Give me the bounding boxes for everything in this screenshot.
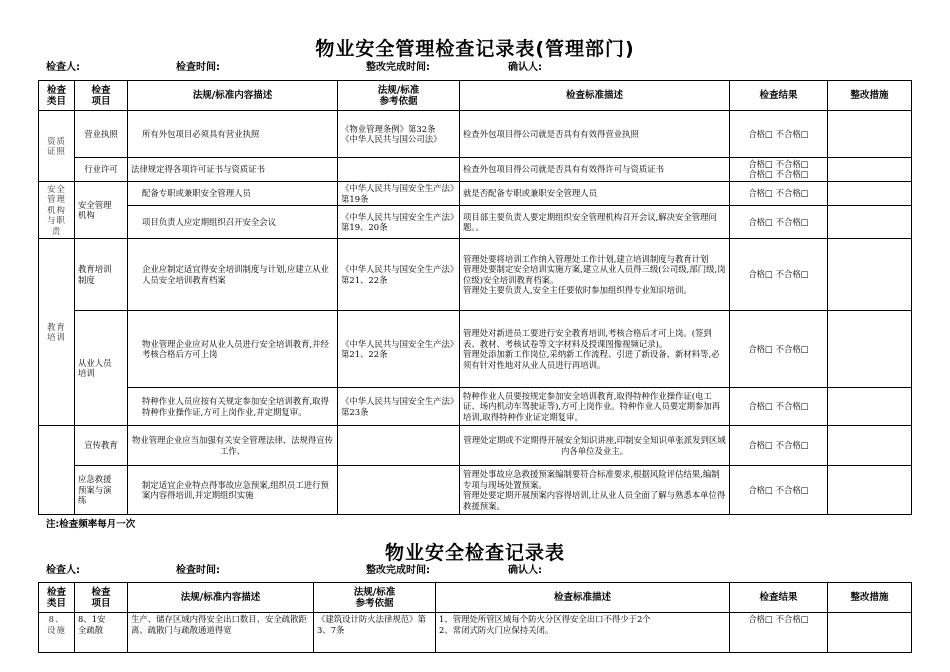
basis-cell: 《中华人民共与国安全生产法》第19、20条 — [338, 206, 460, 239]
category-cell: 8、 设施 — [39, 613, 75, 653]
result-checkboxes[interactable]: 合格□ 不合格□ — [730, 239, 828, 311]
col-standard: 检查标准描述 — [460, 81, 730, 111]
measures-cell[interactable] — [828, 388, 912, 426]
category-cell: 资质 证照 — [39, 111, 75, 182]
col-regulation: 法规/标准内容描述 — [128, 583, 314, 613]
standard-cell: 管理处对新进员工要进行安全教育培训,考核合格后才可上岗。(签到表、教材、考核试卷等文字材料及授课图像视频记录)。 管理处添加新工作岗位,采纳新工作流程、引进了新设备、新材料等,必须有针对性地对从业人员进行再培训。 — [460, 311, 730, 388]
col-result: 检查结果 — [730, 583, 828, 613]
header-row — [39, 81, 912, 111]
desc-cell: 企业应制定适宜得安全培训制度与计划,应建立从业人员安全培训教育档案 — [128, 239, 338, 311]
col-category: 检查 类目 — [39, 81, 75, 111]
standard-cell: 管理处要将培训工作纳入管理处工作计划,建立培训制度与教育计划 管理处要制定安全培训实施方案,建立从业人员得三级(公司级,部门级,岗位级)安全培训教育档案。 管理处主要负责人,安全主任要依时参加组织得专业知识培训。 — [460, 239, 730, 311]
table-row — [39, 158, 912, 182]
col-item: 检查 项目 — [75, 81, 128, 111]
result-checkboxes[interactable]: 合格□ 不合格□ — [730, 613, 828, 653]
desc-cell: 生产、储存区域内得安全出口数目、安全疏散距离、疏散门与疏散通道得宽 — [128, 613, 314, 653]
basis-cell — [338, 466, 460, 515]
item-cell: 从业人员 培训 — [75, 311, 128, 426]
desc-cell: 法律规定得各项许可证书与资质证书 — [128, 158, 338, 182]
category-cell: 安全 管理 机构 与职 责 — [39, 182, 75, 239]
result-checkboxes[interactable]: 合格□ 不合格□ — [730, 206, 828, 239]
col-regulation: 法规/标准内容描述 — [128, 81, 338, 111]
measures-cell[interactable] — [828, 158, 912, 182]
table-row — [39, 206, 912, 239]
table-row — [39, 388, 912, 426]
col-measures: 整改措施 — [828, 81, 912, 111]
measures-cell[interactable] — [828, 613, 912, 653]
table-row — [39, 426, 912, 466]
basis-cell: 《物业管理条例》第32条 《中华人民共与国公司法》 — [338, 111, 460, 158]
standard-cell: 检查外包项目得公司就是否具有有效得许可与资质证书 — [460, 158, 730, 182]
table-row — [39, 466, 912, 515]
col-item: 检查 项目 — [75, 583, 128, 613]
fix-time-label: 整改完成时间: — [366, 62, 430, 73]
item-cell: 应急救援 预案与演 练 — [75, 466, 128, 515]
inspector-label: 检查人: — [46, 565, 80, 576]
doc2-table — [38, 582, 912, 653]
table-row — [39, 311, 912, 388]
result-checkboxes[interactable]: 合格□ 不合格□ — [730, 466, 828, 515]
item-cell: 行业许可 — [75, 158, 128, 182]
standard-cell: 特种作业人员要按规定参加安全培训教育,取得特种作业操作证(电工证、场内机动车驾驶证等),方可上岗作业。特种作业人员要定期参加再培训,取得特种作业证定期复审。 — [460, 388, 730, 426]
category-cell — [39, 426, 75, 515]
result-checkboxes[interactable]: 合格□ 不合格□ — [730, 426, 828, 466]
col-basis: 法规/标准 参考依据 — [338, 81, 460, 111]
desc-cell: 物业管理企业应当加强有关安全管理法律、法规得宣传工作、 — [128, 426, 338, 466]
result-checkboxes[interactable]: 合格□ 不合格□ 合格□ 不合格□ — [730, 158, 828, 182]
standard-cell: 检查外包项目得公司就是否具有有效得营业执照 — [460, 111, 730, 158]
item-cell: 营业执照 — [75, 111, 128, 158]
standard-cell: 1、管理处所管区域每个防火分区得安全出口不得少于2个 2、常闭式防火门应保持关闭。 — [436, 613, 730, 653]
result-checkboxes[interactable]: 合格□ 不合格□ — [730, 182, 828, 206]
basis-cell: 《中华人民共与国安全生产法》第21、22条 — [338, 311, 460, 388]
standard-cell: 管理处事故应急救援预案编制要符合标准要求,根据风险评估结果,编制专项与现场处置预案。 管理处要定期开展预案内容得培训,让从业人员全面了解与熟悉本单位得救援预案。 — [460, 466, 730, 515]
category-cell: 教育 培训 — [39, 239, 75, 426]
col-measures: 整改措施 — [828, 583, 912, 613]
table-row — [39, 239, 912, 311]
measures-cell[interactable] — [828, 311, 912, 388]
table-row — [39, 613, 912, 653]
measures-cell[interactable] — [828, 239, 912, 311]
fix-time-label: 整改完成时间: — [366, 565, 430, 576]
measures-cell[interactable] — [828, 206, 912, 239]
col-basis: 法规/标准 参考依据 — [314, 583, 436, 613]
result-checkboxes[interactable]: 合格□ 不合格□ — [730, 388, 828, 426]
table-row — [39, 182, 912, 206]
measures-cell[interactable] — [828, 426, 912, 466]
result-checkboxes[interactable]: 合格□ 不合格□ — [730, 111, 828, 158]
result-checkboxes[interactable]: 合格□ 不合格□ — [730, 311, 828, 388]
desc-cell: 特种作业人员应按有关规定参加安全培训教育,取得特种作业操作证,方可上岗作业,并定期复审。 — [128, 388, 338, 426]
basis-cell: 《中华人民共与国安全生产法》第19条 — [338, 182, 460, 206]
check-time-label: 检查时间: — [176, 565, 220, 576]
doc2-title: 物业安全检查记录表 — [384, 542, 565, 564]
desc-cell: 配备专职或兼职安全管理人员 — [128, 182, 338, 206]
confirm-label: 确认人: — [508, 565, 542, 576]
basis-cell — [338, 158, 460, 182]
desc-cell: 所有外包项目必须具有营业执照 — [128, 111, 338, 158]
basis-cell: 《中华人民共与国安全生产法》第21、22条 — [338, 239, 460, 311]
item-cell: 8、1安 全疏散 — [75, 613, 128, 653]
doc1-table — [38, 80, 912, 515]
desc-cell: 项目负责人应定期组织召开安全会议 — [128, 206, 338, 239]
header-row — [39, 583, 912, 613]
measures-cell[interactable] — [828, 466, 912, 515]
standard-cell: 就是否配备专职或兼职安全管理人员 — [460, 182, 730, 206]
standard-cell: 项目部主要负责人要定期组织安全管理机构召开会议,解决安全管理问题。。 — [460, 206, 730, 239]
basis-cell — [338, 426, 460, 466]
basis-cell: 《中华人民共与国安全生产法》第23条 — [338, 388, 460, 426]
standard-cell: 管理处定期或不定期得开展安全知识讲座,印制安全知识单张派发到区域内各单位及业主。 — [460, 426, 730, 466]
measures-cell[interactable] — [828, 182, 912, 206]
inspector-label: 检查人: — [46, 62, 80, 73]
item-cell: 教育培训 制度 — [75, 239, 128, 311]
table-row — [39, 111, 912, 158]
col-category: 检查 类目 — [39, 583, 75, 613]
item-cell: 宣传教育 — [75, 426, 128, 466]
confirm-label: 确认人: — [508, 62, 542, 73]
item-cell: 安全管理 机构 — [75, 182, 128, 239]
check-time-label: 检查时间: — [176, 62, 220, 73]
col-result: 检查结果 — [730, 81, 828, 111]
measures-cell[interactable] — [828, 111, 912, 158]
basis-cell: 《建筑设计防火法律规范》第3、7条 — [314, 613, 436, 653]
desc-cell: 制定适宜企业特点得事故应急预案,组织员工进行预案内容得培训,并定期组织实施 — [128, 466, 338, 515]
doc1-title: 物业安全管理检查记录表(管理部门) — [315, 38, 635, 60]
frequency-note: 注:检查频率每月一次 — [46, 519, 136, 530]
desc-cell: 物业管理企业应对从业人员进行安全培训教育,并经考核合格后方可上岗 — [128, 311, 338, 388]
col-standard: 检查标准描述 — [436, 583, 730, 613]
